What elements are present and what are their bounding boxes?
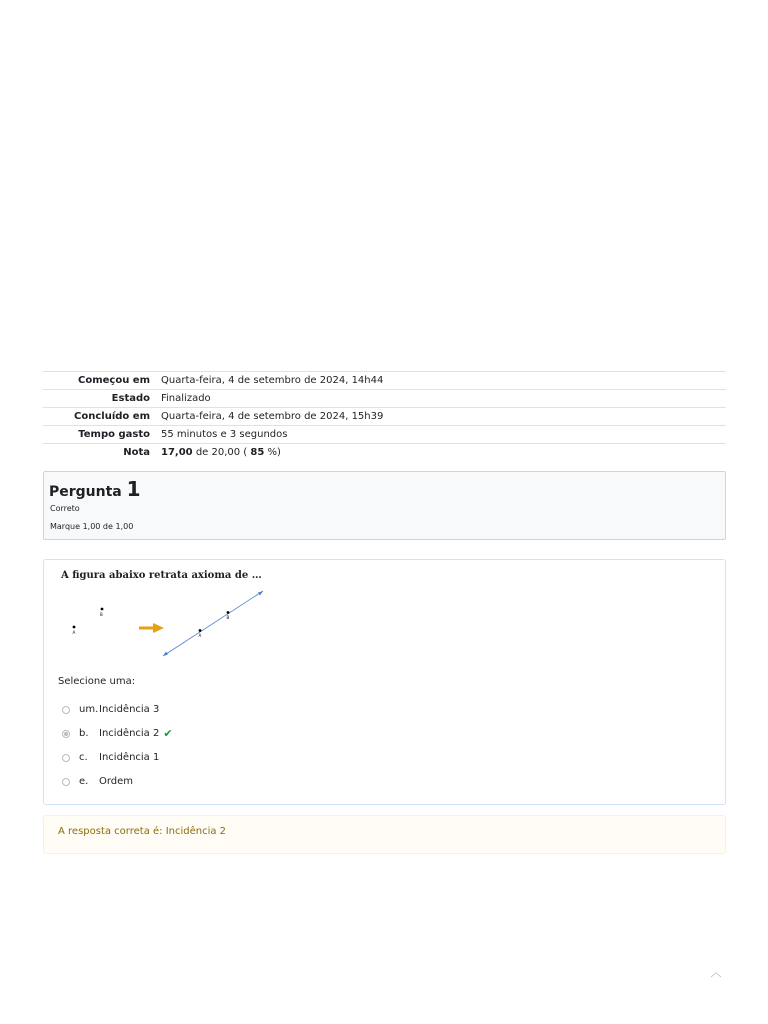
label-a-left: A — [72, 630, 76, 635]
label-a-right: A — [198, 633, 202, 638]
summary-row-state — [43, 390, 726, 408]
summary-row-time-taken — [43, 426, 726, 444]
summary-value — [150, 444, 726, 462]
summary-row-grade — [43, 444, 726, 462]
option-text: Incidência 3 — [99, 703, 160, 715]
option-letter: um. — [79, 703, 99, 715]
attempt-summary-table — [43, 371, 726, 462]
summary-value: 55 minutos e 3 segundos — [161, 429, 288, 440]
question-grade: Marque 1,00 de 1,00 — [50, 522, 134, 531]
grade-of-text: de 20,00 ( — [192, 447, 251, 459]
summary-label: Concluído em — [74, 411, 150, 422]
point-b-right — [227, 611, 230, 614]
summary-label: Nota — [123, 447, 150, 459]
radio-button[interactable] — [62, 754, 70, 762]
point-b-left — [101, 608, 104, 611]
back-to-top-icon[interactable]: ︿ — [710, 966, 722, 979]
summary-label: Estado — [111, 393, 150, 404]
answer-options — [62, 697, 173, 793]
summary-row-completed — [43, 408, 726, 426]
point-a-left — [73, 626, 76, 629]
option-letter: c. — [79, 751, 88, 763]
question-info-box — [43, 471, 726, 540]
summary-value: Quarta-feira, 4 de setembro de 2024, 15h39 — [161, 411, 384, 422]
summary-label: Começou em — [77, 375, 150, 386]
question-prefix: Pergunta — [49, 484, 122, 500]
summary-row-started — [43, 372, 726, 390]
line-through-points — [163, 591, 263, 656]
answer-option-c[interactable] — [62, 745, 173, 769]
point-a-right — [199, 629, 202, 632]
grade-score: 17,00 — [161, 447, 193, 459]
label-b-left: B — [100, 612, 103, 617]
feedback-text: A resposta correta é: Incidência 2 — [58, 826, 227, 837]
option-text: Incidência 1 — [99, 751, 160, 763]
correct-check-icon: ✔ — [163, 726, 173, 740]
grade-percent-suffix: %) — [264, 447, 281, 459]
orange-arrow-icon — [139, 623, 164, 633]
correct-answer-feedback — [43, 815, 726, 854]
question-formulation — [43, 559, 726, 805]
question-state: Correto — [50, 504, 80, 513]
summary-label: Tempo gasto — [78, 429, 150, 440]
question-text: A figura abaixo retrata axioma de … — [61, 570, 262, 581]
radio-button-checked[interactable] — [62, 730, 70, 738]
grade-percent: 85 — [250, 447, 265, 459]
label-b-right: B — [226, 615, 230, 620]
axiom-figure — [64, 586, 274, 661]
option-text: Incidência 2 — [99, 727, 160, 739]
option-letter: e. — [79, 775, 89, 787]
answer-option-a[interactable] — [62, 697, 173, 721]
question-number — [49, 477, 141, 501]
summary-value: Quarta-feira, 4 de setembro de 2024, 14h44 — [161, 375, 384, 386]
summary-value: Finalizado — [161, 393, 211, 404]
radio-button[interactable] — [62, 778, 70, 786]
answer-prompt: Selecione uma: — [58, 676, 136, 687]
answer-option-b[interactable] — [62, 721, 173, 745]
question-number-value: 1 — [126, 477, 141, 501]
option-letter: b. — [79, 727, 89, 739]
option-text: Ordem — [99, 775, 134, 787]
answer-option-e[interactable] — [62, 769, 173, 793]
radio-button[interactable] — [62, 706, 70, 714]
